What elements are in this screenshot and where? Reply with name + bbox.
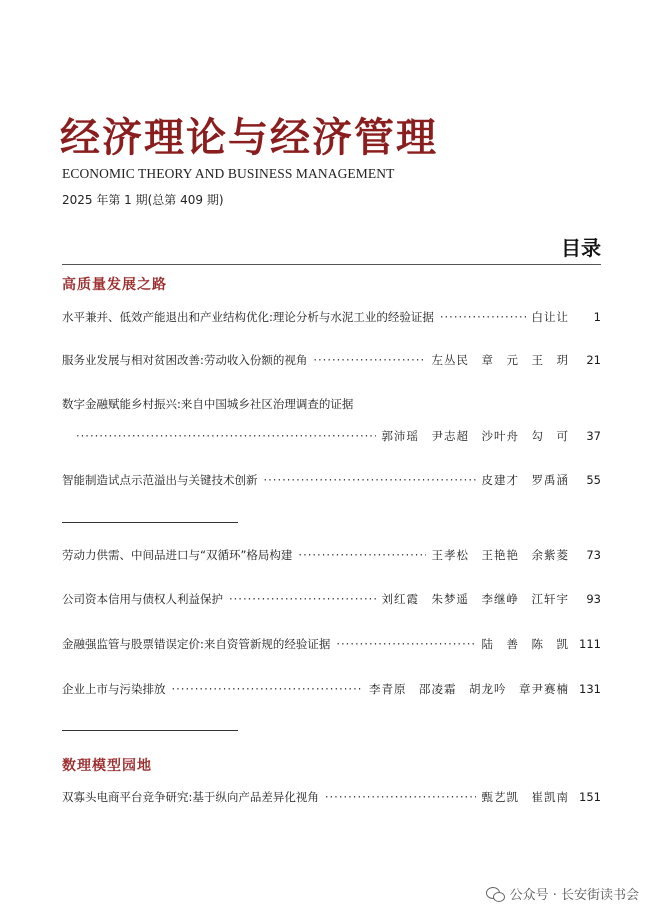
journal-title-english: ECONOMIC THEORY AND BUSINESS MANAGEMENT <box>62 166 395 181</box>
watermark <box>486 884 639 903</box>
entry-authors: 甄艺凯 崔凯南 <box>481 790 569 804</box>
issue-number: 2025 年第 1 期(总第 409 期) <box>62 193 224 207</box>
toc-entry[interactable] <box>62 350 601 370</box>
toc-entry[interactable] <box>62 679 601 699</box>
leader-dots <box>325 790 476 804</box>
entry-title: 数字金融赋能乡村振兴:来自中国城乡社区治理调查的证据 <box>62 397 354 411</box>
entry-authors: 皮建才 罗禹涵 <box>481 473 569 487</box>
leader-dots <box>229 592 376 606</box>
leader-dots <box>298 548 425 562</box>
entry-title: 企业上市与污染排放 <box>62 682 166 696</box>
entry-page: 1 <box>593 310 601 324</box>
entry-title: 双寡头电商平台竞争研究:基于纵向产品差异化视角 <box>62 790 319 804</box>
toc-entry[interactable] <box>62 787 601 807</box>
entry-page: 93 <box>586 592 601 606</box>
leader-dots <box>264 473 476 487</box>
entry-title: 公司资本信用与债权人利益保护 <box>62 592 223 606</box>
leader-dots <box>76 429 376 443</box>
entry-authors: 刘红霞 朱梦遥 李继峥 江轩宇 <box>381 592 569 606</box>
leader-dots <box>440 310 526 324</box>
toc-heading: 目录 <box>561 236 601 260</box>
entry-title: 劳动力供需、中间品进口与“双循环”格局构建 <box>62 548 293 562</box>
entry-authors: 左丛民 章 元 王 玥 <box>431 353 569 367</box>
wechat-icon <box>486 885 504 903</box>
entry-authors: 王孝松 王艳艳 余紫菱 <box>431 548 569 562</box>
watermark-text: 公众号 · 长安街读书会 <box>509 888 639 903</box>
entry-title: 金融强监管与股票错误定价:来自资管新规的经验证据 <box>62 637 331 651</box>
toc-entry[interactable] <box>62 426 601 446</box>
toc-entry[interactable] <box>62 470 601 490</box>
toc-entry[interactable] <box>62 307 601 327</box>
leader-dots <box>336 637 475 651</box>
entry-page: 131 <box>579 682 601 696</box>
entry-title: 智能制造试点示范溢出与关键技术创新 <box>62 473 258 487</box>
entry-authors: 陆 善 陈 凯 <box>481 637 569 651</box>
entry-page: 55 <box>586 473 601 487</box>
section-heading: 高质量发展之路 <box>62 277 167 293</box>
section-heading: 数理模型园地 <box>62 758 152 774</box>
entry-authors: 李青原 邵凌霜 胡龙吟 章尹赛楠 <box>369 682 569 696</box>
leader-dots <box>172 682 364 696</box>
entry-authors: 郭沛瑶 尹志超 沙叶舟 勾 可 <box>381 429 569 443</box>
leader-dots <box>313 353 425 367</box>
toc-entry[interactable] <box>62 634 601 654</box>
entry-page: 21 <box>586 353 601 367</box>
toc-divider <box>62 264 601 265</box>
entry-page: 37 <box>586 429 601 443</box>
entry-page: 73 <box>586 548 601 562</box>
section-divider <box>62 730 238 731</box>
toc-entry-title-line[interactable] <box>62 394 601 414</box>
journal-title-chinese: 经济理论与经济管理 <box>60 114 438 161</box>
entry-title: 服务业发展与相对贫困改善:劳动收入份额的视角 <box>62 353 308 367</box>
toc-entry[interactable] <box>62 545 601 565</box>
entry-title: 水平兼并、低效产能退出和产业结构优化:理论分析与水泥工业的经验证据 <box>62 310 434 324</box>
entry-page: 151 <box>579 790 601 804</box>
entry-authors: 白让让 <box>531 310 569 324</box>
entry-page: 111 <box>579 637 601 651</box>
toc-entry[interactable] <box>62 589 601 609</box>
section-divider <box>62 522 238 523</box>
